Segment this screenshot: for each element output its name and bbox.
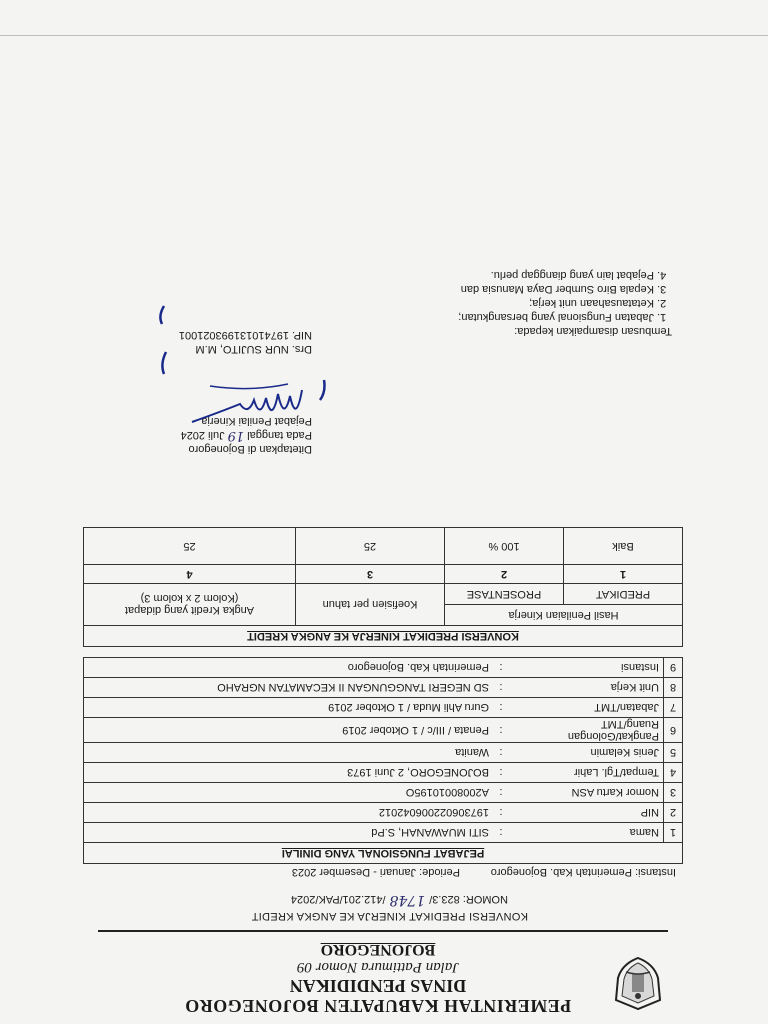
- predikat-value: Baik: [564, 528, 683, 565]
- row-separator: :: [493, 678, 509, 698]
- angka-kredit-header-line1: Angka Kredit yang didapat: [124, 604, 255, 617]
- list-item: 4. Pejabat lain yang dianggap perlu.: [458, 268, 654, 282]
- table-row: [84, 803, 683, 823]
- tembusan-heading: Tembusan disampaikan kepada:: [514, 325, 672, 337]
- row-separator: :: [493, 803, 509, 823]
- row-separator: :: [493, 743, 509, 763]
- signatory-nip: NIP. 197410131993021001: [178, 329, 312, 341]
- header-periode: Periode: Januari - Desember 2023: [291, 866, 460, 878]
- table-row: [84, 658, 683, 678]
- letterhead-agency: DINAS PENDIDIKAN: [289, 976, 467, 996]
- row-label: Unit Kerja: [509, 678, 664, 698]
- pen-mark-icon: [158, 350, 172, 376]
- list-item: 3. Kepala Biro Sumber Daya Manusia dan: [458, 282, 654, 296]
- table-row: [84, 743, 683, 763]
- row-label: Tempat/Tgl. Lahir: [509, 763, 664, 783]
- scan-edge-line: [0, 35, 768, 36]
- signatory-name: Drs. NUR SUJITO, M.M: [195, 343, 312, 355]
- row-label: Instansi: [509, 658, 664, 678]
- signature-place: Ditetapkan di Bojonegoro: [188, 443, 312, 455]
- signature-date: [179, 428, 312, 442]
- row-label: NIP: [509, 803, 664, 823]
- row-label: Nomor Kartu ASN: [509, 783, 664, 803]
- row-label: Pangkat/Golongan Ruang/TMT: [509, 718, 664, 743]
- koefisien-value: 25: [296, 528, 445, 565]
- column-number: 1: [564, 565, 683, 584]
- signature-date-handwritten: 19: [227, 428, 245, 443]
- document-number-handwritten: 1748: [389, 892, 426, 908]
- letterhead-city: BOJONEGORO: [320, 941, 436, 958]
- hasil-penilaian-header: Hasil Penilaian Kinerja: [445, 605, 683, 626]
- predikat-header: PREDIKAT: [564, 584, 683, 605]
- row-separator: :: [493, 823, 509, 843]
- tembusan-list: [458, 268, 672, 324]
- table-row: [84, 698, 683, 718]
- pen-mark-icon: [316, 378, 330, 402]
- document-title: KONVERSI PREDIKAT KINERJA KE ANGKA KREDIT: [251, 910, 528, 922]
- row-separator: :: [493, 698, 509, 718]
- row-separator: :: [493, 718, 509, 743]
- row-label: Jabatan/TMT: [509, 698, 664, 718]
- header-info: [86, 866, 676, 878]
- row-number: 1: [664, 823, 683, 843]
- letterhead-government: PEMERINTAH KABUPATEN BOJONEGORO: [184, 996, 572, 1016]
- row-number: 2: [664, 803, 683, 823]
- pejabat-table-heading: PEJABAT FUNGSIONAL YANG DINILAI: [84, 843, 683, 864]
- row-value: SITI MUAWANAH, S.Pd: [84, 823, 494, 843]
- row-value: 197306022006042012: [84, 803, 494, 823]
- konversi-table: [83, 527, 683, 647]
- pen-mark-icon: [156, 304, 168, 326]
- row-label: Jenis Kelamin: [509, 743, 664, 763]
- regency-emblem-icon: [610, 956, 666, 1012]
- row-separator: :: [493, 763, 509, 783]
- signature-date-suffix: Juli 2024: [180, 429, 225, 441]
- table-row: [84, 823, 683, 843]
- prosentase-header: PROSENTASE: [445, 584, 564, 605]
- row-number: 3: [664, 783, 683, 803]
- column-number-row: [84, 565, 683, 584]
- column-number: 3: [296, 565, 445, 584]
- signature-role: Pejabat Penilai Kinerja: [201, 415, 312, 427]
- angka-kredit-value: 25: [84, 528, 296, 565]
- angka-kredit-header-line2: (Kolom 2 x kolom 3): [140, 592, 239, 605]
- list-item: 2. Ketatausahaan unit kerja;: [458, 296, 654, 310]
- table-row: [84, 678, 683, 698]
- handwritten-signature: [180, 374, 310, 430]
- row-number: 7: [664, 698, 683, 718]
- row-separator: :: [493, 783, 509, 803]
- table-row: [84, 763, 683, 783]
- row-value: Guru Ahli Muda / 1 Oktober 2019: [84, 698, 494, 718]
- list-item: 1. Jabatan Fungsional yang bersangkutan;: [458, 310, 654, 324]
- row-number: 5: [664, 743, 683, 763]
- table-row: [84, 528, 683, 565]
- letterhead-address: Jalan Pattimura Nomor 09: [296, 959, 460, 975]
- row-number: 9: [664, 658, 683, 678]
- document-number-prefix: NOMOR: 823.3/: [429, 893, 508, 905]
- document-number-suffix: /412.201/PAK/2024: [290, 893, 386, 905]
- header-instansi: Instansi: Pemerintah Kab. Bojonegoro: [490, 866, 676, 878]
- signature-date-prefix: Pada tanggal: [247, 429, 312, 441]
- row-number: 6: [664, 718, 683, 743]
- table-row: [84, 718, 683, 743]
- row-separator: :: [493, 658, 509, 678]
- row-number: 8: [664, 678, 683, 698]
- letterhead: [148, 940, 608, 1016]
- column-number: 4: [84, 565, 296, 584]
- row-value: Pemerintah Kab. Bojonegoro: [84, 658, 494, 678]
- table-row: [84, 783, 683, 803]
- pejabat-table: [83, 657, 683, 864]
- column-number: 2: [445, 565, 564, 584]
- row-number: 4: [664, 763, 683, 783]
- tembusan-block: [458, 268, 672, 338]
- document-number: [291, 892, 508, 908]
- row-value: BOJONEGORO, 2 Juni 1973: [84, 763, 494, 783]
- row-value: SD NEGERI TANGGUNGAN II KECAMATAN NGRAHO: [84, 678, 494, 698]
- prosentase-value: 100 %: [445, 528, 564, 565]
- row-value: A20080010195O: [84, 783, 494, 803]
- row-value: Penata / III/c / 1 Oktober 2019: [84, 718, 494, 743]
- koefisien-header: Koefisien per tahun: [296, 584, 445, 626]
- row-label: Nama: [509, 823, 664, 843]
- angka-kredit-header: [84, 584, 296, 626]
- row-value: Wanita: [84, 743, 494, 763]
- konversi-table-heading: KONVERSI PREDIKAT KINERJA KE ANGKA KREDIT: [84, 626, 683, 647]
- letterhead-divider: [98, 930, 668, 932]
